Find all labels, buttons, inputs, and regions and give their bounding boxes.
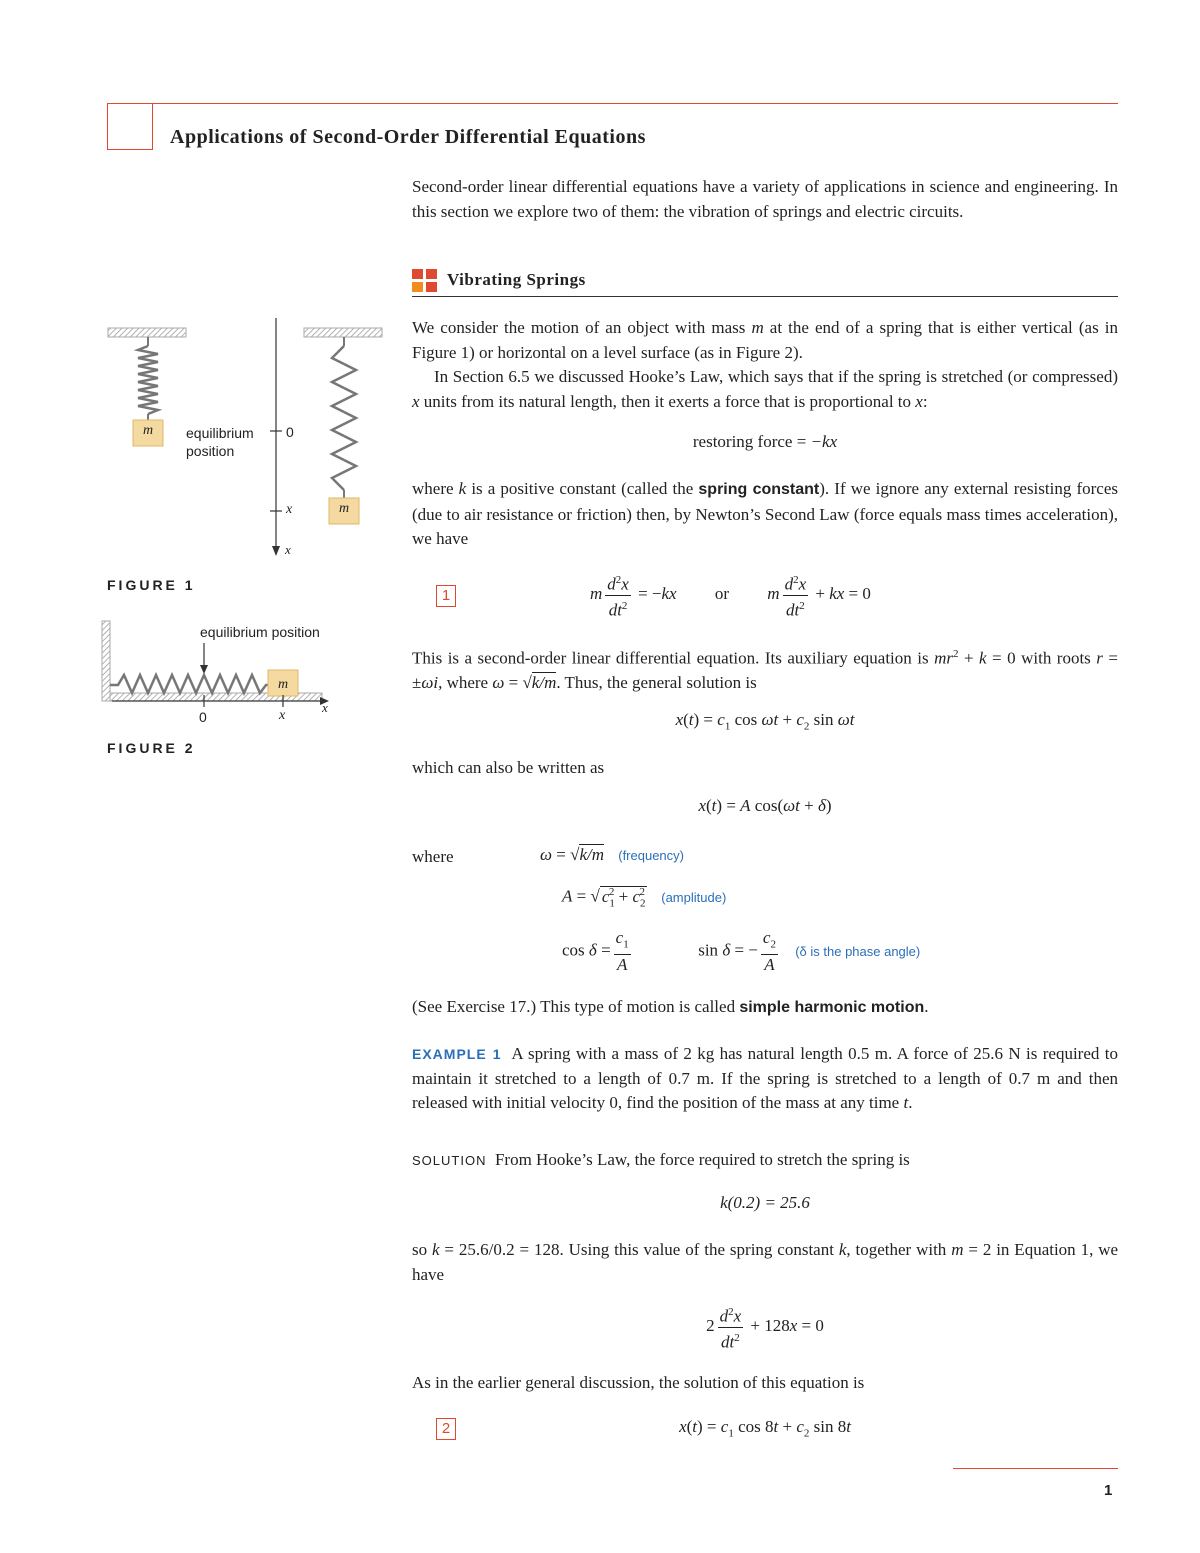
paragraph-2: In Section 6.5 we discussed Hooke’s Law, which says that if the spring is stretched (or compressed) x units from its natural length, then it exerts a force that is proportional to x: — [412, 367, 1118, 411]
section-icon — [412, 269, 440, 293]
equation-number-1: 1 — [436, 585, 456, 607]
amplitude-phase-solution: x(t) = A cos(ωt + δ) — [698, 796, 832, 815]
solution: SOLUTION From Hooke’s Law, the force required to stretch the spring is — [412, 1150, 910, 1169]
term-simple-harmonic-motion: simple harmonic motion — [739, 999, 925, 1016]
example-label: EXAMPLE 1 — [412, 1046, 502, 1062]
fig2-mass-label: m — [278, 677, 289, 692]
equation-2: $x(t) = c_1$ $\cos 8t + c_2$ sin 8t — [679, 1417, 851, 1440]
fig1-zero-tick-label: 0 — [286, 424, 294, 440]
fig2-x-tick-label: x — [279, 708, 286, 723]
fig1-equilibrium-label-line1: equilibrium — [186, 425, 254, 441]
fig2-zero-tick-label: 0 — [199, 709, 207, 725]
paragraph-6: (See Exercise 17.) This type of motion is called simple harmonic motion. — [412, 997, 929, 1016]
restoring-force-equation: restoring force = −kx — [692, 432, 838, 451]
equation-number-2: 2 — [436, 1418, 456, 1440]
paragraph-1: We consider the motion of an object with mass m at the end of a spring that is either vertical (as in Figure 1) or horizontal on a level surface (as in Figure 2). — [412, 318, 1118, 362]
paragraph-7: so k = 25.6/0.2 = 128. Using this value of the spring constant k, together with m = 2 in Equation 1, we have — [412, 1240, 1119, 1284]
where-label: where — [412, 847, 454, 866]
fig1-mass-right-label: m — [339, 501, 350, 516]
intro-paragraph: Second-order linear differential equations have a variety of applications in science and engineering. In this section we explore two of them: the vibration of springs and electric circuits. — [412, 177, 1118, 221]
fig2-equilibrium-label: equilibrium position — [200, 624, 320, 640]
fig1-mass-left-label: m — [143, 423, 154, 438]
fig1-equilibrium-label-line2: position — [186, 443, 235, 459]
footer-rule — [953, 1468, 1118, 1469]
fig1-x-tick-label: x — [286, 502, 293, 517]
omega-definition: ω = √k/m (frequency) — [540, 845, 684, 864]
section-rule — [412, 296, 1118, 297]
general-solution: $x(t) = c_1$ $\cos \omega t + c_2$ sin ωt — [675, 710, 855, 733]
page-title: Applications of Second-Order Differential Equations — [170, 126, 646, 148]
fig2-axis-label: x — [322, 700, 328, 715]
example-1: EXAMPLE 1 A spring with a mass of 2 kg has natural length 0.5 m. A force of 25.6 N is required to maintain it stretched to a length of 0.7 m. If the spring is stretched to a length of 0.7 m and then released with initial velocity 0, find the position of the mass at any time t. — [412, 1044, 1118, 1112]
term-spring-constant: spring constant — [698, 481, 820, 498]
header-box — [107, 103, 153, 150]
specific-ode: 2 $\frac{d^2x}{dt^2}$ + 128x = 0 — [412, 1302, 1118, 1352]
fig1-axis-label: x — [285, 542, 291, 557]
solution-label: SOLUTION — [412, 1153, 487, 1168]
figure-2-label: FIGURE 2 — [107, 740, 196, 756]
amplitude-definition: A = √ $c_1^2 + c_2^2$ (amplitude) — [562, 886, 727, 910]
spring-constant-equation: k(0.2) = 25.6 — [720, 1193, 810, 1212]
paragraph-5: which can also be written as — [412, 758, 605, 777]
equation-1: m $\frac{d^2x}{dt^2}$ = −kx or m $\frac{d^2x}{dt^2}$ + kx = 0 — [590, 570, 871, 620]
figure-1-label: FIGURE 1 — [107, 577, 196, 593]
section-title: Vibrating Springs — [447, 270, 586, 289]
header-rule — [153, 103, 1118, 104]
paragraph-4: This is a second-order linear differential equation. Its auxiliary equation is $mr^2 + k = 0$ with roots r = ±ωi, where ω = √k/m. Thus, the general solution is — [412, 648, 1118, 693]
paragraph-8: As in the earlier general discussion, the solution of this equation is — [412, 1373, 865, 1392]
phase-definitions: cos δ = $\frac{c_1}{A}$ sin δ = − $\frac{c_2}{A}$ (δ is the phase angle) — [562, 928, 921, 975]
paragraph-3: where k is a positive constant (called the spring constant). If we ignore any external resisting forces (due to air resistance or friction) then, by Newton’s Second Law (force equals mass times acceleration), we have — [412, 479, 1118, 548]
page-number: 1 — [1104, 1482, 1113, 1499]
